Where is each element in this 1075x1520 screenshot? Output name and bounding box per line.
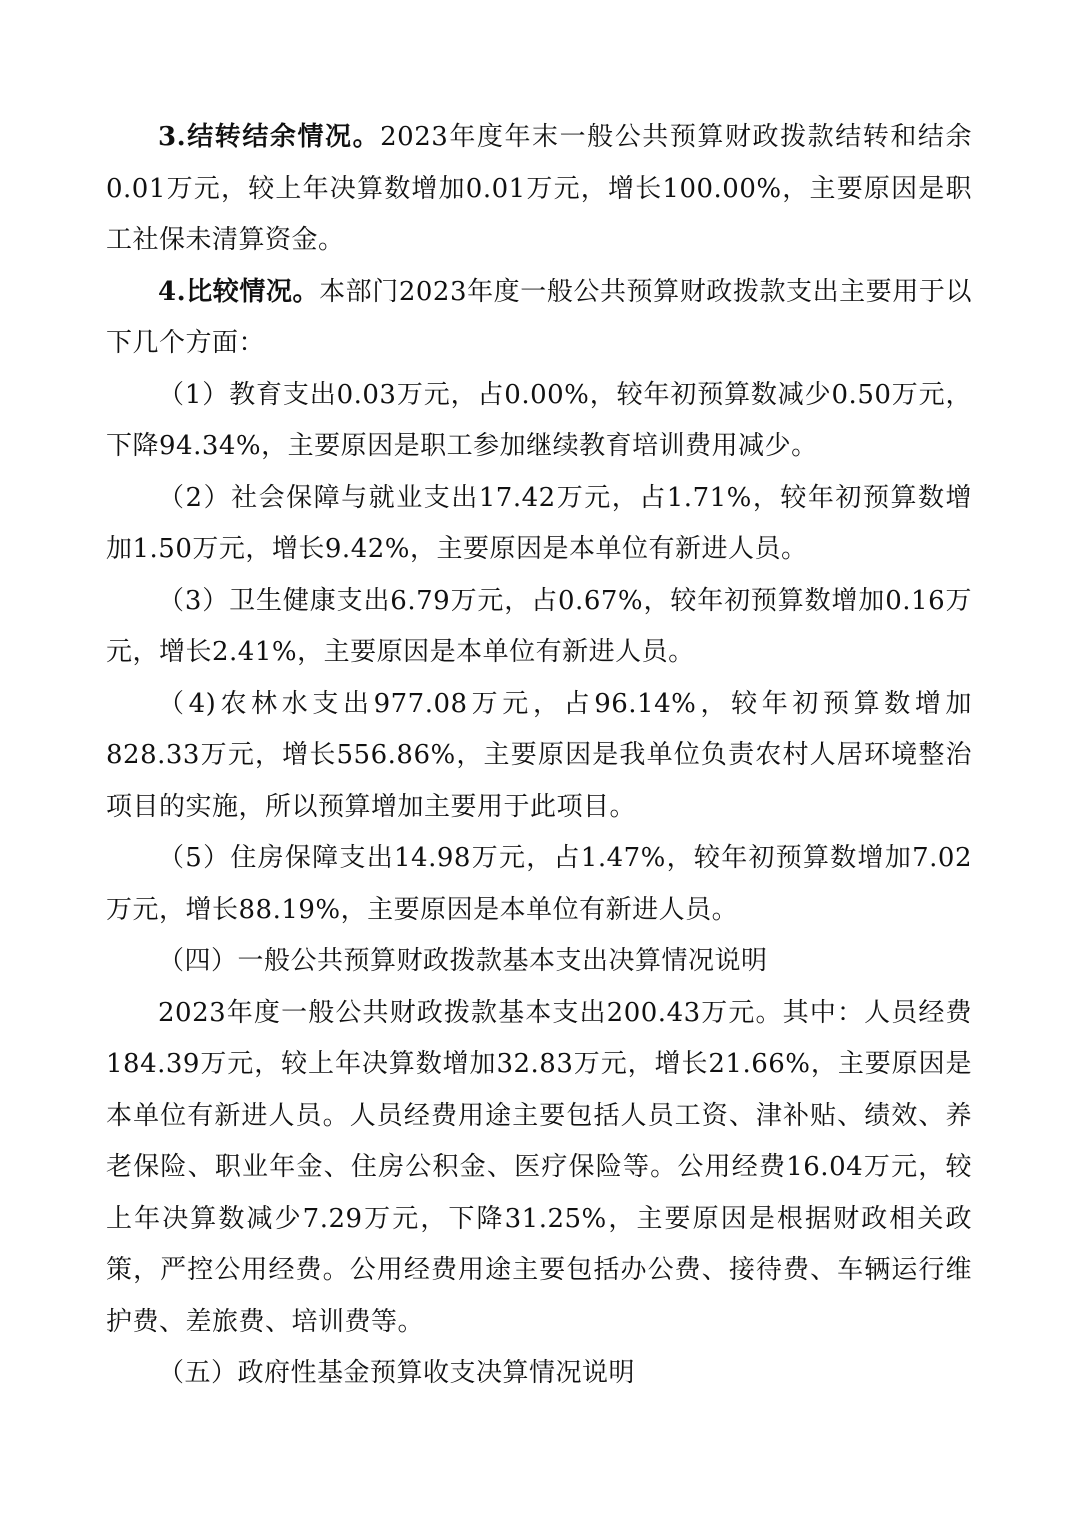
paragraph-lead: 4.比较情况。 — [158, 276, 320, 307]
section-heading-basic-expenditure: （四）一般公共预算财政拨款基本支出决算情况说明 — [158, 946, 768, 976]
paragraph-social-security — [106, 473, 972, 576]
paragraph-text: （5）住房保障支出14.98万元，占1.47%，较年初预算数增加7.02万元，增长88.19%，主要原因是本单位有新进人员。 — [106, 843, 972, 925]
paragraph-agriculture — [106, 679, 972, 834]
paragraph-lead: 3.结转结余情况。 — [158, 122, 381, 152]
paragraph-housing — [106, 833, 972, 936]
section-heading-government-fund: （五）政府性基金预算收支决算情况说明 — [158, 1358, 636, 1388]
paragraph-text: （1）教育支出0.03万元，占0.00%，较年初预算数减少0.50万元，下降94.34%，主要原因是职工参加继续教育培训费用减少。 — [106, 379, 972, 461]
paragraph-comparison — [106, 267, 972, 370]
paragraph-health — [106, 576, 972, 679]
paragraph-education — [106, 370, 972, 473]
paragraph-basic-expenditure: 2023年度一般公共财政拨款基本支出200.43万元。其中：人员经费184.39万元，较上年决算数增加32.83万元，增长21.66%，主要原因是本单位有新进人员。人员经费用途主要包括人员工资、津补贴、绩效、养老保险、职业年金、住房公积金、医疗保险等。公用经费16.04万元，较上年决算数减少7.29万元，下降31.25%，主要原因是根据财政相关政策，严控公用经费。公用经费用途主要包括办公费、接待费、车辆运行维护费、差旅费、培训费等。 — [106, 997, 972, 1337]
paragraph-carryover — [106, 112, 972, 267]
paragraph-text: 本部门2023年度一般公共预算财政拨款支出主要用于以下几个方面： — [106, 276, 972, 358]
paragraph-text: （4)农林水支出977.08万元，占96.14%，较年初预算数增加828.33万元，增长556.86%，主要原因是我单位负责农村人居环境整治项目的实施，所以预算增加主要用于此项目。 — [106, 688, 972, 822]
paragraph-text: 2023年度年末一般公共预算财政拨款结转和结余0.01万元，较上年决算数增加0.01万元，增长100.00%，主要原因是职工社保未清算资金。 — [106, 122, 972, 255]
paragraph-text: （3）卫生健康支出6.79万元，占0.67%，较年初预算数增加0.16万元，增长2.41%，主要原因是本单位有新进人员。 — [106, 585, 972, 667]
document-page — [106, 112, 972, 1400]
paragraph-text: （2）社会保障与就业支出17.42万元，占1.71%，较年初预算数增加1.50万元，增长9.42%，主要原因是本单位有新进人员。 — [106, 482, 972, 564]
